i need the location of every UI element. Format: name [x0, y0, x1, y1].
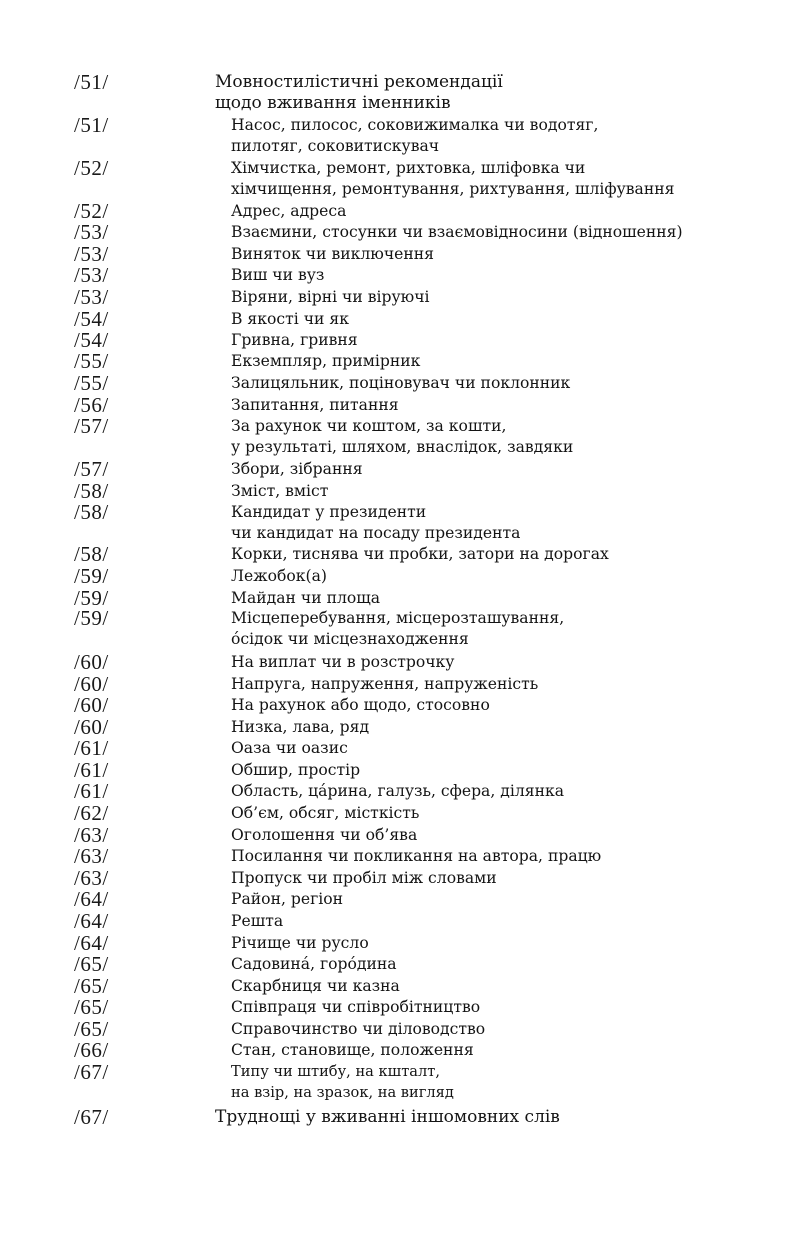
page-number: /53/ — [74, 220, 109, 244]
page-number: /59/ — [74, 586, 109, 610]
page-number: /63/ — [74, 823, 109, 847]
page-number: /67/ — [74, 1105, 109, 1129]
toc-entry — [0, 243, 807, 265]
toc-entry — [0, 694, 807, 716]
page-number: /59/ — [74, 564, 109, 588]
entry-line: Область, ца́рина, галузь, сфера, ділянка — [231, 782, 565, 800]
page-number: /67/ — [74, 1060, 109, 1084]
toc-entry — [0, 910, 807, 932]
entry-line: Виняток чи виключення — [231, 245, 435, 263]
entry-line: Корки, тиснява чи пробки, затори на дорогах — [231, 545, 609, 563]
entry-line: Оаза чи оазис — [231, 739, 348, 757]
entry-line: Обшир, простір — [231, 761, 361, 779]
entry-line: Стан, становище, положення — [231, 1041, 474, 1059]
page-number: /58/ — [74, 479, 109, 503]
toc-entry — [0, 996, 807, 1018]
page-number: /61/ — [74, 779, 109, 803]
toc-entry — [0, 587, 807, 609]
toc-entry — [0, 802, 807, 824]
entry-line: пилотяг, соковитискувач — [231, 137, 440, 156]
entry-line: Лежобок(а) — [231, 567, 327, 585]
entry-line: Пропуск чи пробіл між словами — [231, 869, 497, 887]
toc-entry — [0, 1018, 807, 1040]
page-number: /61/ — [74, 736, 109, 760]
entry-line: о́сідок чи місцезнаходження — [231, 630, 469, 649]
entry-line: Посилання чи покликання на автора, працю — [231, 847, 602, 865]
entry-line: Справочинство чи діловодство — [231, 1020, 486, 1038]
entry-line: Збори, зібрання — [231, 460, 363, 478]
entry-line: Решта — [231, 912, 284, 930]
page-number: /64/ — [74, 931, 109, 955]
entry-line: Річище чи русло — [231, 934, 369, 952]
page-number: /59/ — [74, 606, 109, 630]
page-number: /53/ — [74, 242, 109, 266]
toc-entry — [0, 975, 807, 997]
entry-line: Взаємини, стосунки чи взаємовідносини (відношення) — [231, 223, 683, 241]
entry-line: Виш чи вуз — [231, 266, 325, 284]
toc-entry — [0, 1106, 807, 1128]
toc-entry — [0, 329, 807, 351]
toc-entry — [0, 845, 807, 867]
entry-line: Оголошення чи об’ява — [231, 826, 418, 844]
toc-entry — [0, 565, 807, 587]
toc-entry — [0, 480, 807, 502]
toc-entry — [0, 350, 807, 372]
toc-entry — [0, 673, 807, 695]
toc-entry — [0, 200, 807, 222]
page-number: /55/ — [74, 371, 109, 395]
page-number: /62/ — [74, 801, 109, 825]
toc-entry — [0, 737, 807, 759]
entry-line: Віряни, вірні чи віруючі — [231, 288, 430, 306]
entry-line: чи кандидат на посаду президента — [231, 524, 521, 543]
page-number: /65/ — [74, 995, 109, 1019]
toc-entry — [0, 308, 807, 330]
entry-line: Садовина́, горо́дина — [231, 955, 397, 973]
toc-entry — [0, 780, 807, 802]
entry-line: Місцеперебування, місцерозташування, — [231, 609, 565, 627]
entry-line: Об’єм, обсяг, місткість — [231, 804, 420, 822]
page-number: /63/ — [74, 866, 109, 890]
entry-line: Типу чи штибу, на кшталт, — [231, 1063, 440, 1080]
entry-line: хімчищення, ремонтування, рихтування, шліфування — [231, 180, 675, 199]
page-number: /53/ — [74, 285, 109, 309]
toc-entry — [0, 606, 807, 649]
page-number: /65/ — [74, 1017, 109, 1041]
entry-line: Співпраця чи співробітництво — [231, 998, 481, 1016]
entry-line: Насос, пилосос, соковижималка чи водотяг, — [231, 116, 599, 134]
entry-line: Адрес, адреса — [231, 202, 347, 220]
page-number: /65/ — [74, 952, 109, 976]
toc-entry — [0, 1039, 807, 1061]
page-number: /57/ — [74, 457, 109, 481]
entry-line: Труднощі у вживанні іншомовних слів — [215, 1107, 560, 1127]
entry-line: Запитання, питання — [231, 396, 399, 414]
toc-entry — [0, 156, 807, 199]
toc-entry — [0, 286, 807, 308]
page-number: /58/ — [74, 500, 109, 524]
entry-line: щодо вживання іменників — [215, 93, 451, 114]
toc-entry — [0, 264, 807, 286]
entry-line: у результаті, шляхом, внаслідок, завдяки — [231, 438, 574, 457]
page-number: /64/ — [74, 909, 109, 933]
page-number: /53/ — [74, 263, 109, 287]
entry-line: Залицяльник, поціновувач чи поклонник — [231, 374, 571, 392]
page-number: /52/ — [74, 156, 109, 180]
page-number: /60/ — [74, 715, 109, 739]
page-number: /61/ — [74, 758, 109, 782]
toc-entry — [0, 759, 807, 781]
page-number: /60/ — [74, 650, 109, 674]
toc-entry — [0, 500, 807, 543]
entry-line: Район, регіон — [231, 890, 344, 908]
entry-line: Хімчистка, ремонт, рихтовка, шліфовка чи — [231, 159, 586, 177]
page-number: /60/ — [74, 693, 109, 717]
page-number: /56/ — [74, 393, 109, 417]
toc-entry — [0, 394, 807, 416]
toc-entry — [0, 458, 807, 480]
page-number: /52/ — [74, 199, 109, 223]
toc-entry — [0, 888, 807, 910]
toc-entry — [0, 651, 807, 673]
page-number: /64/ — [74, 887, 109, 911]
toc-entry — [0, 1060, 807, 1102]
toc-entry — [0, 932, 807, 954]
page-number: /51/ — [74, 113, 109, 137]
page-number: /55/ — [74, 349, 109, 373]
toc-entry — [0, 716, 807, 738]
page-number: /51/ — [74, 70, 109, 94]
toc-entry — [0, 221, 807, 243]
entry-line: Майдан чи площа — [231, 589, 381, 607]
page-number: /57/ — [74, 414, 109, 438]
entry-line: На виплат чи в розстрочку — [231, 653, 455, 671]
entry-line: Низка, лава, ряд — [231, 718, 370, 736]
toc-entry — [0, 543, 807, 565]
entry-line: На рахунок або щодо, стосовно — [231, 696, 490, 714]
entry-line: Напруга, напруження, напруженість — [231, 675, 539, 693]
toc-entry — [0, 70, 807, 114]
page-number: /65/ — [74, 974, 109, 998]
toc-entry — [0, 113, 807, 156]
page-number: /63/ — [74, 844, 109, 868]
page-number: /54/ — [74, 328, 109, 352]
entry-line: Гривна, гривня — [231, 331, 358, 349]
entry-line: Зміст, вміст — [231, 482, 329, 500]
entry-line: Кандидат у президенти — [231, 503, 427, 521]
page-number: /58/ — [74, 542, 109, 566]
entry-line: В якості чи як — [231, 310, 349, 328]
entry-line: на взір, на зразок, на вигляд — [231, 1084, 454, 1102]
page-number: /60/ — [74, 672, 109, 696]
toc-entry — [0, 372, 807, 394]
entry-line: За рахунок чи коштом, за кошти, — [231, 417, 507, 435]
toc-entry — [0, 953, 807, 975]
page-number: /54/ — [74, 307, 109, 331]
toc-entry — [0, 867, 807, 889]
page-number: /66/ — [74, 1038, 109, 1062]
toc-entry — [0, 824, 807, 846]
toc-entry — [0, 414, 807, 457]
entry-line: Мовностилістичні рекомендації — [215, 72, 503, 92]
entry-line: Екземпляр, примірник — [231, 352, 421, 370]
entry-line: Скарбниця чи казна — [231, 977, 400, 995]
